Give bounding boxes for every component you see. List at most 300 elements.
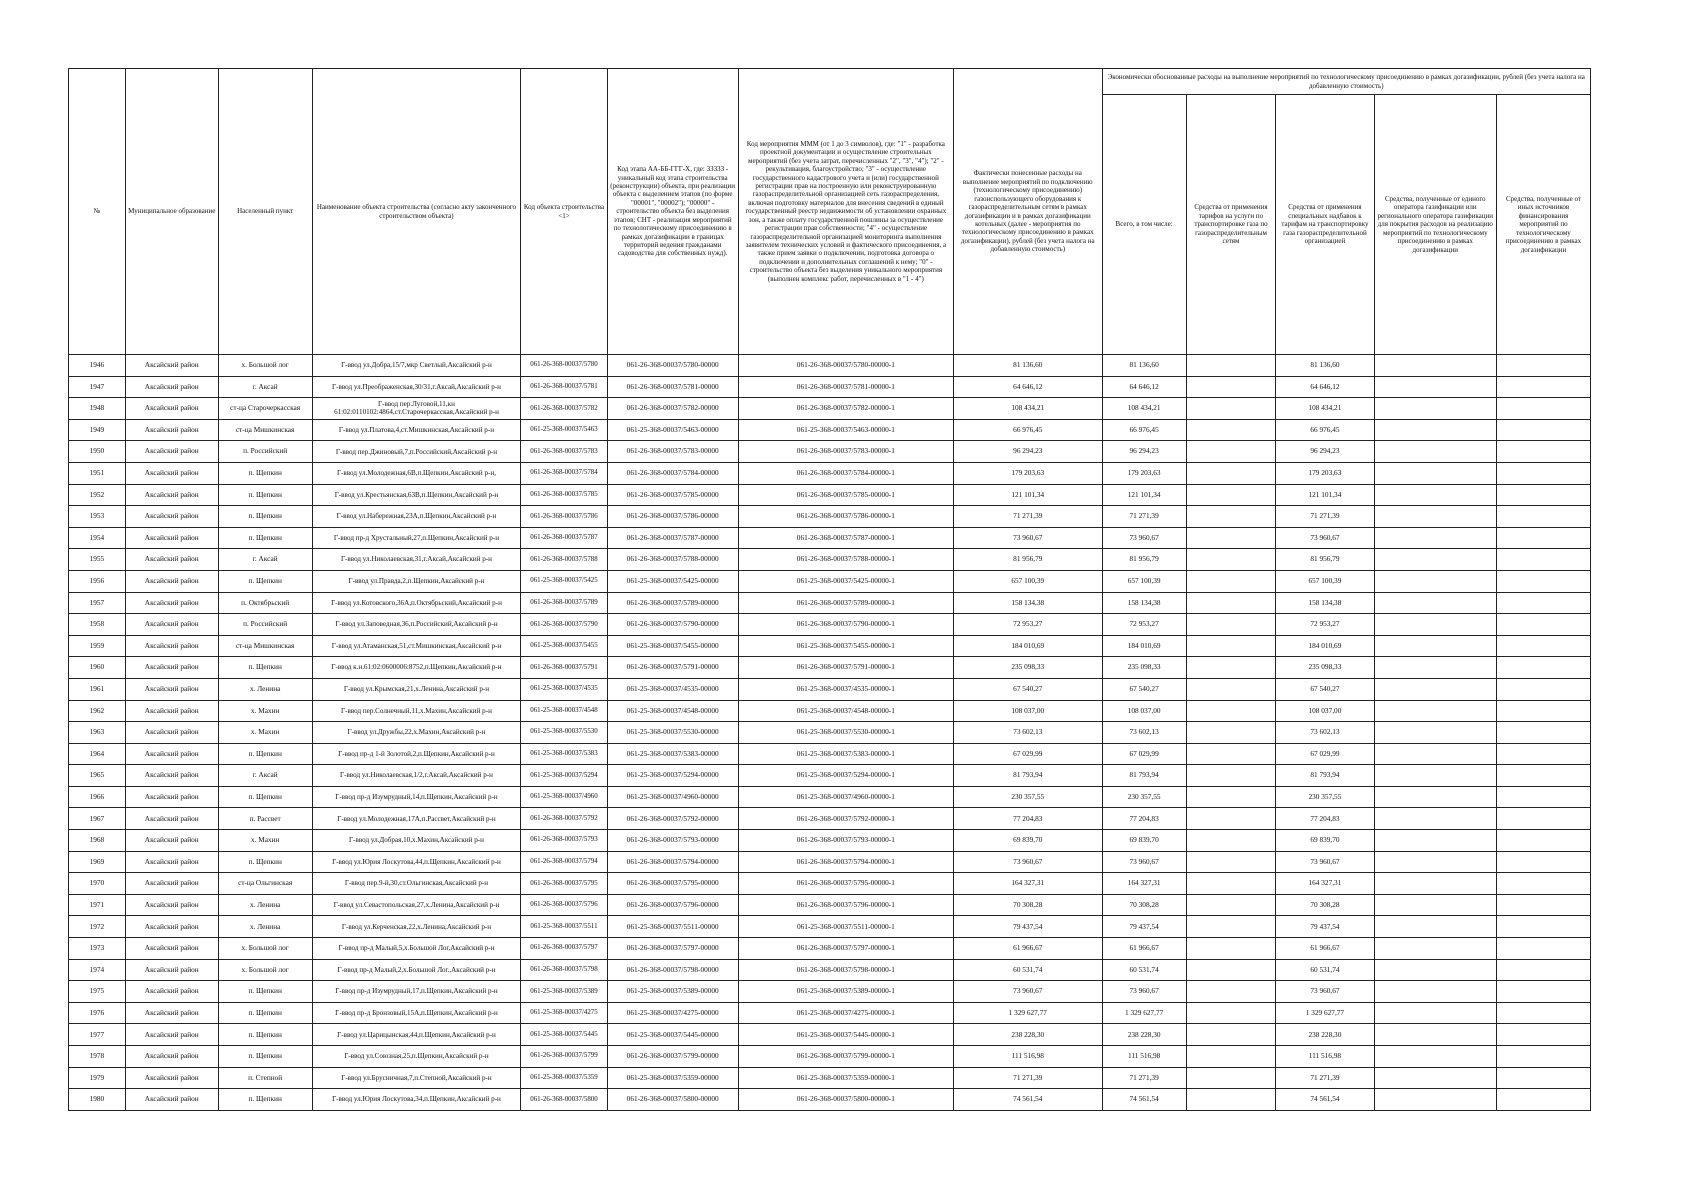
- stage-code-cell: 061-25-368-00037/5445-00000: [607, 1024, 738, 1046]
- object-code-cell: 061-26-368-00037/5786: [521, 506, 607, 528]
- total-cell: 69 839,70: [1102, 830, 1186, 852]
- regional-operator-cell: [1374, 830, 1496, 852]
- object-name-cell: Г-ввод ул.Брусничная,7,п.Степной,Аксайский р-н: [312, 1067, 521, 1089]
- object-name-cell: Г-ввод ул.Набережная,23А,п.Щепкин,Аксайский р-н: [312, 506, 521, 528]
- actual-costs-cell: 74 561,54: [953, 1089, 1102, 1111]
- object-code-cell: 061-25-368-00037/5425: [521, 570, 607, 592]
- settlement-cell: х. Большой лог: [218, 959, 312, 981]
- object-name-cell: Г-ввод ул.Керченская,22,х.Ленина,Аксайский р-н: [312, 916, 521, 938]
- special-surcharge-cell: 64 646,12: [1276, 376, 1374, 398]
- stage-code-cell: 061-26-368-00037/5780-00000: [607, 355, 738, 377]
- object-name-cell: Г-ввод ул.Атаманская,51,ст.Мишкинская,Аксайский р-н: [312, 635, 521, 657]
- gasification-costs-table: [68, 68, 1591, 1111]
- row-number: 1972: [69, 916, 126, 938]
- regional-operator-cell: [1374, 1002, 1496, 1024]
- regional-operator-cell: [1374, 635, 1496, 657]
- municipality-cell: Аксайский район: [125, 1046, 218, 1068]
- special-surcharge-cell: 108 037,00: [1276, 700, 1374, 722]
- settlement-cell: п. Щепкин: [218, 570, 312, 592]
- actual-costs-cell: 230 357,55: [953, 786, 1102, 808]
- settlement-cell: п. Российский: [218, 441, 312, 463]
- tariff-transport-cell: [1186, 1089, 1276, 1111]
- regional-operator-cell: [1374, 506, 1496, 528]
- municipality-cell: Аксайский район: [125, 700, 218, 722]
- total-cell: 81 793,94: [1102, 765, 1186, 787]
- other-sources-cell: [1496, 743, 1590, 765]
- object-name-cell: Г-ввод ул.Царицынская,44,п.Щепкин,Аксайский р-н: [312, 1024, 521, 1046]
- object-code-cell: 061-26-368-00037/5792: [521, 808, 607, 830]
- row-number: 1960: [69, 657, 126, 679]
- regional-operator-cell: [1374, 376, 1496, 398]
- header-actual-costs: Фактически понесенные расходы на выполнение мероприятий по подключению (технологическому присоединению) газоиспользующего оборудования к газораспределительным сетям в рамках догазификации и в рамках догазификации котельных (далее - мероприятия по технологическому присоединению в рамках догазификации), рублей (без учета налога на добавленную стоимость): [953, 69, 1102, 355]
- header-event-code: Код мероприятия МММ (от 1 до 3 символов), где: "1" - разработка проектной документации и осуществление строительных мероприятий (без учета затрат, перечисленных "2", "3", "4"); "2" - рекультивация, благоустройство; "3" - осуществление государственного кадастрового учета и (или) государственной регистрации прав на построенную или реконструированную газораспределительной организацией сеть газораспределения, включая подготовку материалов для внесения сведений в единый государственный реестр недвижимости об установлении охранных зон, а также оплату государственной пошлины за осуществление регистрации прав собственности; "4" - осуществление газораспределительной организацией мониторинга выполнения заявителем технических условий и фактического присоединения, а также прием заявки о подключении, подготовка договора о подключении и дополнительных соглашений к нему; "0" - строительство объекта без выделения уникального мероприятия (выполнен комплекс работ, перечисленных в "1 - 4"): [738, 69, 953, 355]
- table-row: [69, 1067, 1591, 1089]
- object-name-cell: Г-ввод пр-д Малый,2,х.Большой Лог.,Аксайский р-н: [312, 959, 521, 981]
- settlement-cell: ст-ца Мишкинская: [218, 419, 312, 441]
- actual-costs-cell: 108 037,00: [953, 700, 1102, 722]
- table-row: [69, 355, 1591, 377]
- actual-costs-cell: 96 294,23: [953, 441, 1102, 463]
- regional-operator-cell: [1374, 484, 1496, 506]
- settlement-cell: х. Ленина: [218, 678, 312, 700]
- regional-operator-cell: [1374, 1089, 1496, 1111]
- object-code-cell: 061-26-368-00037/5800: [521, 1089, 607, 1111]
- header-econ-group: Экономически обоснованные расходы на выполнение мероприятий по технологическому присоединению в рамках догазификации, рублей (без учета налога на добавленную стоимость): [1102, 69, 1590, 95]
- event-code-cell: 061-25-368-00037/5530-00000-1: [738, 722, 953, 744]
- table-header: [69, 69, 1591, 355]
- actual-costs-cell: 69 839,70: [953, 830, 1102, 852]
- special-surcharge-cell: 73 960,67: [1276, 851, 1374, 873]
- special-surcharge-cell: 121 101,34: [1276, 484, 1374, 506]
- settlement-cell: п. Щепкин: [218, 1046, 312, 1068]
- stage-code-cell: 061-25-368-00037/5530-00000: [607, 722, 738, 744]
- header-regional-operator: Средства, полученные от единого оператора газификации или регионального оператора газификации для покрытия расходов на реализацию мероприятий по технологическому присоединению в рамках догазификации: [1374, 95, 1496, 355]
- municipality-cell: Аксайский район: [125, 959, 218, 981]
- tariff-transport-cell: [1186, 938, 1276, 960]
- special-surcharge-cell: 67 029,99: [1276, 743, 1374, 765]
- regional-operator-cell: [1374, 938, 1496, 960]
- row-number: 1958: [69, 614, 126, 636]
- stage-code-cell: 061-25-368-00037/4535-00000: [607, 678, 738, 700]
- table-row: [69, 1002, 1591, 1024]
- other-sources-cell: [1496, 894, 1590, 916]
- special-surcharge-cell: 164 327,31: [1276, 873, 1374, 895]
- tariff-transport-cell: [1186, 549, 1276, 571]
- object-name-cell: Г-ввод ул.Крымская,21,х.Ленина,Аксайский р-н: [312, 678, 521, 700]
- event-code-cell: 061-26-368-00037/5780-00000-1: [738, 355, 953, 377]
- row-number: 1965: [69, 765, 126, 787]
- other-sources-cell: [1496, 808, 1590, 830]
- actual-costs-cell: 60 531,74: [953, 959, 1102, 981]
- settlement-cell: п. Щепкин: [218, 1002, 312, 1024]
- event-code-cell: 061-25-368-00037/4535-00000-1: [738, 678, 953, 700]
- row-number: 1967: [69, 808, 126, 830]
- object-name-cell: Г-ввод ул.Добра,15/7,мкр Светлый,Аксайский р-н: [312, 355, 521, 377]
- row-number: 1979: [69, 1067, 126, 1089]
- table-row: [69, 462, 1591, 484]
- stage-code-cell: 061-25-368-00037/5389-00000: [607, 981, 738, 1003]
- object-name-cell: Г-ввод ул.Добрая,10,х.Махин,Аксайский р-н: [312, 830, 521, 852]
- object-name-cell: Г-ввод ул.Николаевская,31,г.Аксай,Аксайский р-н: [312, 549, 521, 571]
- other-sources-cell: [1496, 441, 1590, 463]
- table-row: [69, 549, 1591, 571]
- actual-costs-cell: 108 434,21: [953, 398, 1102, 420]
- actual-costs-cell: 238 228,30: [953, 1024, 1102, 1046]
- other-sources-cell: [1496, 1002, 1590, 1024]
- row-number: 1969: [69, 851, 126, 873]
- actual-costs-cell: 164 327,31: [953, 873, 1102, 895]
- settlement-cell: п. Щепкин: [218, 1089, 312, 1111]
- regional-operator-cell: [1374, 398, 1496, 420]
- municipality-cell: Аксайский район: [125, 419, 218, 441]
- other-sources-cell: [1496, 678, 1590, 700]
- total-cell: 73 602,13: [1102, 722, 1186, 744]
- regional-operator-cell: [1374, 765, 1496, 787]
- total-cell: 230 357,55: [1102, 786, 1186, 808]
- event-code-cell: 061-26-368-00037/5795-00000-1: [738, 873, 953, 895]
- object-name-cell: Г-ввод ул.Крестьянская,63В,п.Щепкин,Аксайский р-н: [312, 484, 521, 506]
- total-cell: 235 098,33: [1102, 657, 1186, 679]
- event-code-cell: 061-26-368-00037/5799-00000-1: [738, 1046, 953, 1068]
- table-row: [69, 484, 1591, 506]
- object-name-cell: Г-ввод ул.Юрия Лоскутова,34,п.Щепкин,Аксайский р-н: [312, 1089, 521, 1111]
- table-row: [69, 376, 1591, 398]
- settlement-cell: п. Щепкин: [218, 851, 312, 873]
- total-cell: 72 953,27: [1102, 614, 1186, 636]
- regional-operator-cell: [1374, 873, 1496, 895]
- regional-operator-cell: [1374, 786, 1496, 808]
- object-name-cell: Г-ввод пр-д Хрустальный,27,п.Щепкин,Аксайский р-н: [312, 527, 521, 549]
- event-code-cell: 061-26-368-00037/5790-00000-1: [738, 614, 953, 636]
- event-code-cell: 061-25-368-00037/5389-00000-1: [738, 981, 953, 1003]
- table-row: [69, 873, 1591, 895]
- municipality-cell: Аксайский район: [125, 894, 218, 916]
- settlement-cell: г. Аксай: [218, 549, 312, 571]
- object-code-cell: 061-26-368-00037/5789: [521, 592, 607, 614]
- stage-code-cell: 061-25-368-00037/5294-00000: [607, 765, 738, 787]
- municipality-cell: Аксайский район: [125, 527, 218, 549]
- actual-costs-cell: 64 646,12: [953, 376, 1102, 398]
- stage-code-cell: 061-25-368-00037/4960-00000: [607, 786, 738, 808]
- object-code-cell: 061-26-368-00037/5781: [521, 376, 607, 398]
- stage-code-cell: 061-25-368-00037/4548-00000: [607, 700, 738, 722]
- settlement-cell: ст-ца Старочеркасская: [218, 398, 312, 420]
- special-surcharge-cell: 69 839,70: [1276, 830, 1374, 852]
- special-surcharge-cell: 72 953,27: [1276, 614, 1374, 636]
- actual-costs-cell: 158 134,38: [953, 592, 1102, 614]
- actual-costs-cell: 73 960,67: [953, 981, 1102, 1003]
- special-surcharge-cell: 81 793,94: [1276, 765, 1374, 787]
- actual-costs-cell: 81 136,60: [953, 355, 1102, 377]
- table-row: [69, 851, 1591, 873]
- total-cell: 111 516,98: [1102, 1046, 1186, 1068]
- total-cell: 179 203,63: [1102, 462, 1186, 484]
- municipality-cell: Аксайский район: [125, 786, 218, 808]
- settlement-cell: х. Большой лог: [218, 355, 312, 377]
- object-code-cell: 061-26-368-00037/5788: [521, 549, 607, 571]
- object-name-cell: Г-ввод пр-д Бронзовый,15А,п.Щепкин,Аксайский р-н: [312, 1002, 521, 1024]
- object-code-cell: 061-25-368-00037/5294: [521, 765, 607, 787]
- total-cell: 164 327,31: [1102, 873, 1186, 895]
- actual-costs-cell: 73 602,13: [953, 722, 1102, 744]
- settlement-cell: х. Ленина: [218, 916, 312, 938]
- table-row: [69, 743, 1591, 765]
- municipality-cell: Аксайский район: [125, 355, 218, 377]
- stage-code-cell: 061-26-368-00037/5795-00000: [607, 873, 738, 895]
- row-number: 1970: [69, 873, 126, 895]
- municipality-cell: Аксайский район: [125, 549, 218, 571]
- stage-code-cell: 061-26-368-00037/5787-00000: [607, 527, 738, 549]
- tariff-transport-cell: [1186, 614, 1276, 636]
- settlement-cell: п. Щепкин: [218, 527, 312, 549]
- tariff-transport-cell: [1186, 592, 1276, 614]
- regional-operator-cell: [1374, 743, 1496, 765]
- regional-operator-cell: [1374, 808, 1496, 830]
- settlement-cell: п. Рассвет: [218, 808, 312, 830]
- table-row: [69, 1024, 1591, 1046]
- special-surcharge-cell: 71 271,39: [1276, 506, 1374, 528]
- row-number: 1975: [69, 981, 126, 1003]
- actual-costs-cell: 71 271,39: [953, 506, 1102, 528]
- special-surcharge-cell: 230 357,55: [1276, 786, 1374, 808]
- total-cell: 60 531,74: [1102, 959, 1186, 981]
- object-code-cell: 061-26-368-00037/5785: [521, 484, 607, 506]
- special-surcharge-cell: 81 136,60: [1276, 355, 1374, 377]
- other-sources-cell: [1496, 786, 1590, 808]
- object-name-cell: Г-ввод пер.9-й,30,ст.Ольгинская,Аксайский р-н: [312, 873, 521, 895]
- row-number: 1952: [69, 484, 126, 506]
- header-municipality: Муниципальное образование: [125, 69, 218, 355]
- other-sources-cell: [1496, 916, 1590, 938]
- stage-code-cell: 061-26-368-00037/5797-00000: [607, 938, 738, 960]
- regional-operator-cell: [1374, 851, 1496, 873]
- municipality-cell: Аксайский район: [125, 1067, 218, 1089]
- municipality-cell: Аксайский район: [125, 506, 218, 528]
- special-surcharge-cell: 71 271,39: [1276, 1067, 1374, 1089]
- settlement-cell: ст-ца Ольгинская: [218, 873, 312, 895]
- municipality-cell: Аксайский район: [125, 765, 218, 787]
- municipality-cell: Аксайский район: [125, 808, 218, 830]
- event-code-cell: 061-26-368-00037/5792-00000-1: [738, 808, 953, 830]
- object-code-cell: 061-25-368-00037/5445: [521, 1024, 607, 1046]
- tariff-transport-cell: [1186, 916, 1276, 938]
- table-row: [69, 419, 1591, 441]
- settlement-cell: п. Щепкин: [218, 462, 312, 484]
- special-surcharge-cell: 70 308,28: [1276, 894, 1374, 916]
- municipality-cell: Аксайский район: [125, 938, 218, 960]
- total-cell: 73 960,67: [1102, 981, 1186, 1003]
- stage-code-cell: 061-26-368-00037/5785-00000: [607, 484, 738, 506]
- event-code-cell: 061-26-368-00037/5800-00000-1: [738, 1089, 953, 1111]
- other-sources-cell: [1496, 398, 1590, 420]
- row-number: 1950: [69, 441, 126, 463]
- tariff-transport-cell: [1186, 484, 1276, 506]
- object-name-cell: Г-ввод ул.Молодежная,17А,п.Рассвет,Аксайский р-н: [312, 808, 521, 830]
- stage-code-cell: 061-26-368-00037/5782-00000: [607, 398, 738, 420]
- tariff-transport-cell: [1186, 722, 1276, 744]
- row-number: 1948: [69, 398, 126, 420]
- regional-operator-cell: [1374, 959, 1496, 981]
- object-code-cell: 061-26-368-00037/5797: [521, 938, 607, 960]
- other-sources-cell: [1496, 570, 1590, 592]
- special-surcharge-cell: 158 134,38: [1276, 592, 1374, 614]
- special-surcharge-cell: 111 516,98: [1276, 1046, 1374, 1068]
- other-sources-cell: [1496, 462, 1590, 484]
- settlement-cell: х. Махин: [218, 700, 312, 722]
- settlement-cell: п. Степной: [218, 1067, 312, 1089]
- object-code-cell: 061-25-368-00037/5463: [521, 419, 607, 441]
- stage-code-cell: 061-26-368-00037/5788-00000: [607, 549, 738, 571]
- stage-code-cell: 061-26-368-00037/5789-00000: [607, 592, 738, 614]
- actual-costs-cell: 67 540,27: [953, 678, 1102, 700]
- row-number: 1954: [69, 527, 126, 549]
- actual-costs-cell: 179 203,63: [953, 462, 1102, 484]
- actual-costs-cell: 61 966,67: [953, 938, 1102, 960]
- other-sources-cell: [1496, 657, 1590, 679]
- total-cell: 184 010,69: [1102, 635, 1186, 657]
- regional-operator-cell: [1374, 1046, 1496, 1068]
- municipality-cell: Аксайский район: [125, 376, 218, 398]
- row-number: 1947: [69, 376, 126, 398]
- settlement-cell: п. Щепкин: [218, 506, 312, 528]
- stage-code-cell: 061-26-368-00037/5792-00000: [607, 808, 738, 830]
- object-name-cell: Г-ввод ул.Союзная,25,п.Щепкин,Аксайский р-н: [312, 1046, 521, 1068]
- object-code-cell: 061-26-368-00037/5795: [521, 873, 607, 895]
- municipality-cell: Аксайский район: [125, 570, 218, 592]
- special-surcharge-cell: 657 100,39: [1276, 570, 1374, 592]
- actual-costs-cell: 235 098,33: [953, 657, 1102, 679]
- tariff-transport-cell: [1186, 376, 1276, 398]
- stage-code-cell: 061-25-368-00037/5455-00000: [607, 635, 738, 657]
- regional-operator-cell: [1374, 527, 1496, 549]
- other-sources-cell: [1496, 959, 1590, 981]
- stage-code-cell: 061-25-368-00037/5383-00000: [607, 743, 738, 765]
- event-code-cell: 061-26-368-00037/5794-00000-1: [738, 851, 953, 873]
- special-surcharge-cell: 179 203,63: [1276, 462, 1374, 484]
- object-code-cell: 061-25-368-00037/5359: [521, 1067, 607, 1089]
- header-object-code: Код объекта строительства <1>: [521, 69, 607, 355]
- total-cell: 67 029,99: [1102, 743, 1186, 765]
- object-name-cell: Г-ввод ул.Заповедная,36,п.Российский,Аксайский р-н: [312, 614, 521, 636]
- table-row: [69, 1046, 1591, 1068]
- row-number: 1978: [69, 1046, 126, 1068]
- event-code-cell: 061-26-368-00037/5787-00000-1: [738, 527, 953, 549]
- municipality-cell: Аксайский район: [125, 614, 218, 636]
- regional-operator-cell: [1374, 981, 1496, 1003]
- object-name-cell: Г-ввод пр-д 1-й Золотой,2,п.Щепкин,Аксайский р-н: [312, 743, 521, 765]
- row-number: 1956: [69, 570, 126, 592]
- tariff-transport-cell: [1186, 894, 1276, 916]
- stage-code-cell: 061-26-368-00037/5800-00000: [607, 1089, 738, 1111]
- actual-costs-cell: 67 029,99: [953, 743, 1102, 765]
- stage-code-cell: 061-26-368-00037/5783-00000: [607, 441, 738, 463]
- municipality-cell: Аксайский район: [125, 657, 218, 679]
- other-sources-cell: [1496, 614, 1590, 636]
- tariff-transport-cell: [1186, 786, 1276, 808]
- stage-code-cell: 061-26-368-00037/5798-00000: [607, 959, 738, 981]
- tariff-transport-cell: [1186, 570, 1276, 592]
- other-sources-cell: [1496, 1046, 1590, 1068]
- stage-code-cell: 061-25-368-00037/4275-00000: [607, 1002, 738, 1024]
- total-cell: 71 271,39: [1102, 506, 1186, 528]
- municipality-cell: Аксайский район: [125, 873, 218, 895]
- row-number: 1973: [69, 938, 126, 960]
- tariff-transport-cell: [1186, 830, 1276, 852]
- municipality-cell: Аксайский район: [125, 830, 218, 852]
- stage-code-cell: 061-26-368-00037/5793-00000: [607, 830, 738, 852]
- object-name-cell: Г-ввод пер.Луговой,11,кн 61:02:0110102:4864,ст.Старочеркасская,Аксайский р-н: [312, 398, 521, 420]
- object-code-cell: 061-26-368-00037/5799: [521, 1046, 607, 1068]
- settlement-cell: х. Махин: [218, 830, 312, 852]
- municipality-cell: Аксайский район: [125, 851, 218, 873]
- event-code-cell: 061-25-368-00037/5425-00000-1: [738, 570, 953, 592]
- special-surcharge-cell: 67 540,27: [1276, 678, 1374, 700]
- object-name-cell: Г-ввод ул.Котовского,36А,п.Октябрьский,Аксайский р-н: [312, 592, 521, 614]
- object-code-cell: 061-25-368-00037/5383: [521, 743, 607, 765]
- header-total: Всего, в том числе:: [1102, 95, 1186, 355]
- row-number: 1957: [69, 592, 126, 614]
- other-sources-cell: [1496, 506, 1590, 528]
- tariff-transport-cell: [1186, 1002, 1276, 1024]
- tariff-transport-cell: [1186, 1067, 1276, 1089]
- municipality-cell: Аксайский район: [125, 678, 218, 700]
- settlement-cell: х. Махин: [218, 722, 312, 744]
- other-sources-cell: [1496, 376, 1590, 398]
- event-code-cell: 061-25-368-00037/5294-00000-1: [738, 765, 953, 787]
- object-name-cell: Г-ввод к.н.61:02:0600006:8752,п.Щепкин,Аксайский р-н: [312, 657, 521, 679]
- municipality-cell: Аксайский район: [125, 441, 218, 463]
- tariff-transport-cell: [1186, 398, 1276, 420]
- tariff-transport-cell: [1186, 635, 1276, 657]
- actual-costs-cell: 73 960,67: [953, 527, 1102, 549]
- actual-costs-cell: 79 437,54: [953, 916, 1102, 938]
- other-sources-cell: [1496, 484, 1590, 506]
- object-code-cell: 061-25-368-00037/4275: [521, 1002, 607, 1024]
- event-code-cell: 061-25-368-00037/4548-00000-1: [738, 700, 953, 722]
- event-code-cell: 061-26-368-00037/5785-00000-1: [738, 484, 953, 506]
- table-row: [69, 894, 1591, 916]
- total-cell: 74 561,54: [1102, 1089, 1186, 1111]
- other-sources-cell: [1496, 1024, 1590, 1046]
- row-number: 1966: [69, 786, 126, 808]
- regional-operator-cell: [1374, 916, 1496, 938]
- other-sources-cell: [1496, 981, 1590, 1003]
- tariff-transport-cell: [1186, 743, 1276, 765]
- object-code-cell: 061-26-368-00037/5794: [521, 851, 607, 873]
- stage-code-cell: 061-26-368-00037/5799-00000: [607, 1046, 738, 1068]
- special-surcharge-cell: 1 329 627,77: [1276, 1002, 1374, 1024]
- event-code-cell: 061-25-368-00037/5455-00000-1: [738, 635, 953, 657]
- special-surcharge-cell: 73 602,13: [1276, 722, 1374, 744]
- object-name-cell: Г-ввод пр-д Изумрудный,17,п.Щепкин,Аксайский р-н: [312, 981, 521, 1003]
- special-surcharge-cell: 184 010,69: [1276, 635, 1374, 657]
- special-surcharge-cell: 73 960,67: [1276, 981, 1374, 1003]
- header-settlement: Населенный пункт: [218, 69, 312, 355]
- object-name-cell: Г-ввод ул.Молодежная,6В,п.Щепкин,Аксайский р-н,: [312, 462, 521, 484]
- total-cell: 81 136,60: [1102, 355, 1186, 377]
- total-cell: 79 437,54: [1102, 916, 1186, 938]
- total-cell: 61 966,67: [1102, 938, 1186, 960]
- special-surcharge-cell: 96 294,23: [1276, 441, 1374, 463]
- object-code-cell: 061-25-368-00037/4535: [521, 678, 607, 700]
- tariff-transport-cell: [1186, 462, 1276, 484]
- other-sources-cell: [1496, 830, 1590, 852]
- row-number: 1974: [69, 959, 126, 981]
- header-object-name: Наименование объекта строительства (согласно акту законченного строительством объекта): [312, 69, 521, 355]
- object-name-cell: Г-ввод ул.Правда,2,п.Щепкин,Аксайский р-н: [312, 570, 521, 592]
- total-cell: 108 434,21: [1102, 398, 1186, 420]
- header-tariff-transport: Средства от применения тарифов на услуги по транспортировке газа по газораспределительным сетям: [1186, 95, 1276, 355]
